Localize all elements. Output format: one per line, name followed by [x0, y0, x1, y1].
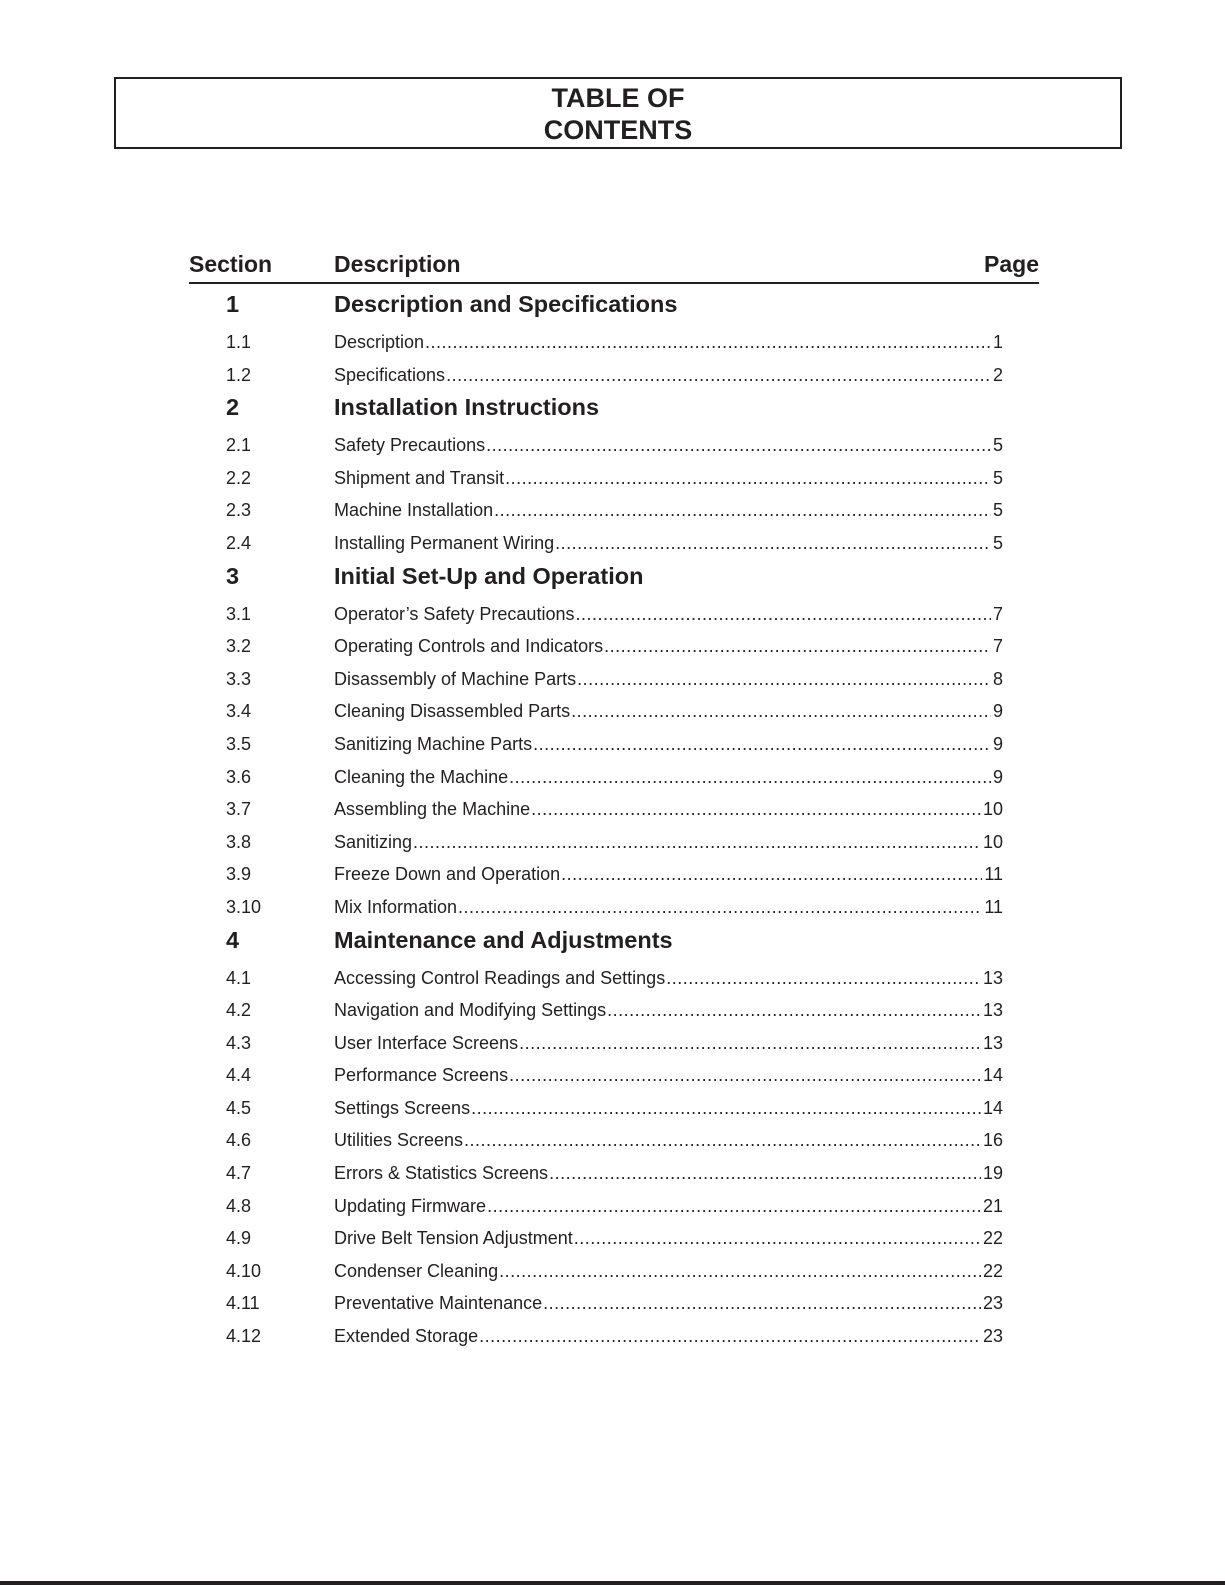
entry-label: Cleaning the Machine [334, 766, 509, 787]
title-box [114, 77, 1122, 149]
toc-entry[interactable] [189, 493, 1039, 526]
entry-label: Description [334, 332, 425, 352]
entry-page-number: 7 [992, 636, 1003, 657]
entry-label: Disassembly of Machine Parts [334, 668, 577, 689]
toc-entry[interactable] [189, 358, 1039, 391]
entry-line [334, 897, 1003, 918]
entry-label: Specifications [334, 364, 446, 385]
entry-page-number: 8 [992, 668, 1003, 689]
entry-page-number: 5 [992, 435, 1003, 456]
toc-entry[interactable] [189, 461, 1039, 494]
entry-page-number: 22 [982, 1228, 1003, 1249]
entry-line [334, 1228, 1003, 1249]
entry-page-number: 13 [982, 1032, 1003, 1053]
dot-leader [486, 435, 991, 456]
entry-line [334, 1293, 1003, 1314]
dot-leader [413, 832, 981, 853]
dot-leader [577, 669, 991, 690]
dot-leader [494, 500, 991, 521]
entry-page-number: 13 [982, 967, 1003, 988]
entry-number: 2.2 [226, 467, 252, 488]
entry-number: 3.5 [226, 733, 252, 754]
entry-number: 3.10 [226, 896, 262, 917]
entry-line [334, 1196, 1003, 1217]
entry-number: 3.7 [226, 799, 252, 820]
entry-label: Accessing Control Readings and Settings [334, 967, 666, 988]
toc-entry[interactable] [189, 857, 1039, 890]
entry-page-number: 11 [984, 864, 1003, 885]
toc-entry[interactable] [189, 727, 1039, 760]
toc-entry[interactable] [189, 1156, 1039, 1189]
entry-page-number: 9 [992, 733, 1003, 754]
entry-line [334, 604, 1003, 625]
dot-leader [446, 365, 991, 386]
toc-entry[interactable] [189, 1058, 1039, 1091]
entry-label: Navigation and Modifying Settings [334, 1000, 607, 1021]
toc-section-heading [189, 287, 1039, 325]
section-number: 2 [226, 394, 240, 421]
entry-line [334, 365, 1003, 386]
entry-number: 3.3 [226, 668, 252, 689]
toc-entry[interactable] [189, 792, 1039, 825]
entry-line [334, 533, 1003, 554]
entry-label: Operator’s Safety Precautions [334, 603, 575, 624]
section-title: Initial Set-Up and Operation [334, 562, 644, 589]
entry-page-number: 14 [982, 1065, 1003, 1086]
entry-number: 3.4 [226, 701, 252, 722]
entry-label: Settings Screens [334, 1097, 471, 1118]
entry-label: Errors & Statistics Screens [334, 1163, 549, 1184]
entry-page-number: 23 [982, 1326, 1003, 1347]
dot-leader [458, 897, 982, 918]
entry-label: Extended Storage [334, 1326, 479, 1347]
entry-label: Operating Controls and Indicators [334, 636, 604, 657]
entry-label: Updating Firmware [334, 1195, 487, 1216]
entry-line [334, 864, 1003, 885]
entry-page-number: 9 [992, 766, 1003, 787]
entry-number: 4.11 [226, 1293, 260, 1314]
entry-label: Drive Belt Tension Adjustment [334, 1228, 573, 1249]
section-title: Installation Instructions [334, 394, 600, 421]
toc-section-heading [189, 390, 1039, 428]
entry-number: 4.12 [226, 1326, 262, 1347]
toc-entry[interactable] [189, 961, 1039, 994]
entry-label: Utilities Screens [334, 1130, 464, 1151]
entry-label: Shipment and Transit [334, 467, 505, 488]
toc-entry[interactable] [189, 890, 1039, 923]
entry-number: 4.4 [226, 1065, 252, 1086]
entry-line [334, 669, 1003, 690]
entry-label: Preventative Maintenance [334, 1293, 543, 1314]
entry-line [334, 832, 1003, 853]
entry-page-number: 1 [992, 332, 1003, 352]
entry-line [334, 1326, 1003, 1347]
entry-page-number: 2 [992, 364, 1003, 385]
toc-section-heading [189, 559, 1039, 597]
entry-page-number: 10 [982, 799, 1003, 820]
dot-leader [425, 332, 991, 353]
toc-entry[interactable] [189, 825, 1039, 858]
toc-entry[interactable] [189, 629, 1039, 662]
entry-line [334, 1000, 1003, 1021]
section-number: 4 [226, 926, 240, 953]
page-title-line-1: TABLE OF [551, 83, 685, 113]
toc-list [189, 287, 1039, 1352]
toc-entry[interactable] [189, 325, 1039, 358]
header-section: Section [189, 251, 273, 277]
header-page: Page [984, 251, 1039, 277]
entry-number: 3.1 [226, 603, 252, 624]
entry-label: Freeze Down and Operation [334, 864, 561, 885]
entry-line [334, 500, 1003, 521]
entry-label: Safety Precautions [334, 435, 486, 456]
entry-label: Performance Screens [334, 1065, 509, 1086]
entry-page-number: 10 [982, 831, 1003, 852]
entry-number: 4.9 [226, 1228, 252, 1249]
dot-leader [509, 1065, 981, 1086]
section-title: Description and Specifications [334, 291, 678, 317]
toc-entry[interactable] [189, 597, 1039, 630]
entry-line [334, 799, 1003, 820]
dot-leader [479, 1326, 981, 1347]
entry-line [334, 1261, 1003, 1282]
entry-page-number: 19 [982, 1163, 1003, 1184]
bottom-rule [0, 1581, 1225, 1585]
entry-number: 3.2 [226, 636, 252, 657]
toc-entry[interactable] [189, 1091, 1039, 1124]
entry-number: 1.1 [226, 332, 252, 352]
entry-number: 3.8 [226, 831, 252, 852]
entry-line [334, 767, 1003, 788]
entry-label: Installing Permanent Wiring [334, 532, 555, 553]
toc-entry[interactable] [189, 1254, 1039, 1287]
dot-leader [543, 1293, 981, 1314]
entry-line [334, 332, 1003, 353]
entry-number: 4.7 [226, 1163, 252, 1184]
entry-line [334, 636, 1003, 657]
toc-entry[interactable] [189, 1189, 1039, 1222]
entry-line [334, 1163, 1003, 1184]
toc-entry[interactable] [189, 526, 1039, 559]
entry-label: Cleaning Disassembled Parts [334, 701, 571, 722]
toc-entry[interactable] [189, 1123, 1039, 1156]
dot-leader [561, 864, 982, 885]
entry-label: User Interface Screens [334, 1032, 519, 1053]
entry-page-number: 9 [992, 701, 1003, 722]
dot-leader [519, 1033, 981, 1054]
section-number: 1 [226, 291, 240, 317]
entry-label: Machine Installation [334, 500, 494, 521]
entry-line [334, 1033, 1003, 1054]
entry-label: Condenser Cleaning [334, 1260, 499, 1281]
entry-line [334, 435, 1003, 456]
entry-number: 4.8 [226, 1195, 252, 1216]
entry-line [334, 1130, 1003, 1151]
entry-number: 3.6 [226, 766, 252, 787]
dot-leader [533, 734, 991, 755]
entry-label: Assembling the Machine [334, 799, 531, 820]
section-number: 3 [226, 562, 240, 589]
toc-entry[interactable] [189, 760, 1039, 793]
entry-line [334, 1065, 1003, 1086]
entry-page-number: 14 [982, 1097, 1003, 1118]
entry-number: 2.4 [226, 532, 252, 553]
entry-number: 4.10 [226, 1260, 262, 1281]
entry-page-number: 13 [982, 1000, 1003, 1021]
toc-entry[interactable] [189, 1026, 1039, 1059]
entry-line [334, 1098, 1003, 1119]
toc-header-row [189, 248, 1039, 284]
dot-leader [571, 701, 991, 722]
entry-page-number: 22 [982, 1260, 1003, 1281]
dot-leader [531, 799, 981, 820]
toc-entry[interactable] [189, 993, 1039, 1026]
entry-number: 4.6 [226, 1130, 252, 1151]
entry-line [334, 468, 1003, 489]
dot-leader [487, 1196, 981, 1217]
entry-number: 4.2 [226, 1000, 252, 1021]
header-description: Description [334, 251, 461, 277]
entry-line [334, 734, 1003, 755]
dot-leader [607, 1000, 981, 1021]
entry-number: 4.3 [226, 1032, 252, 1053]
entry-page-number: 5 [992, 467, 1003, 488]
toc-entry[interactable] [189, 1319, 1039, 1352]
section-title: Maintenance and Adjustments [334, 926, 673, 953]
dot-leader [505, 468, 991, 489]
dot-leader [509, 767, 991, 788]
entry-number: 2.1 [226, 435, 252, 456]
dot-leader [471, 1098, 981, 1119]
entry-label: Sanitizing Machine Parts [334, 733, 533, 754]
toc-entry[interactable] [189, 694, 1039, 727]
toc-entry[interactable] [189, 428, 1039, 461]
entry-page-number: 7 [992, 603, 1003, 624]
dot-leader [574, 1228, 981, 1249]
dot-leader [499, 1261, 981, 1282]
dot-leader [575, 604, 991, 625]
entry-page-number: 11 [984, 896, 1003, 917]
toc-section-heading [189, 923, 1039, 961]
toc-entry[interactable] [189, 662, 1039, 695]
entry-page-number: 16 [982, 1130, 1003, 1151]
entry-number: 3.9 [226, 864, 252, 885]
dot-leader [604, 636, 991, 657]
entry-number: 4.5 [226, 1097, 252, 1118]
entry-line [334, 701, 1003, 722]
entry-label: Mix Information [334, 896, 458, 917]
entry-page-number: 23 [982, 1293, 1003, 1314]
toc-entry[interactable] [189, 1221, 1039, 1254]
entry-line [334, 968, 1003, 989]
entry-page-number: 5 [992, 532, 1003, 553]
entry-page-number: 5 [992, 500, 1003, 521]
toc-entry[interactable] [189, 1286, 1039, 1319]
entry-number: 4.1 [226, 967, 252, 988]
entry-number: 1.2 [226, 364, 252, 385]
dot-leader [555, 533, 991, 554]
dot-leader [666, 968, 981, 989]
entry-page-number: 21 [982, 1195, 1003, 1216]
entry-label: Sanitizing [334, 831, 413, 852]
dot-leader [549, 1163, 981, 1184]
dot-leader [464, 1130, 981, 1151]
page-title-line-2: CONTENTS [543, 115, 693, 145]
entry-number: 2.3 [226, 500, 252, 521]
